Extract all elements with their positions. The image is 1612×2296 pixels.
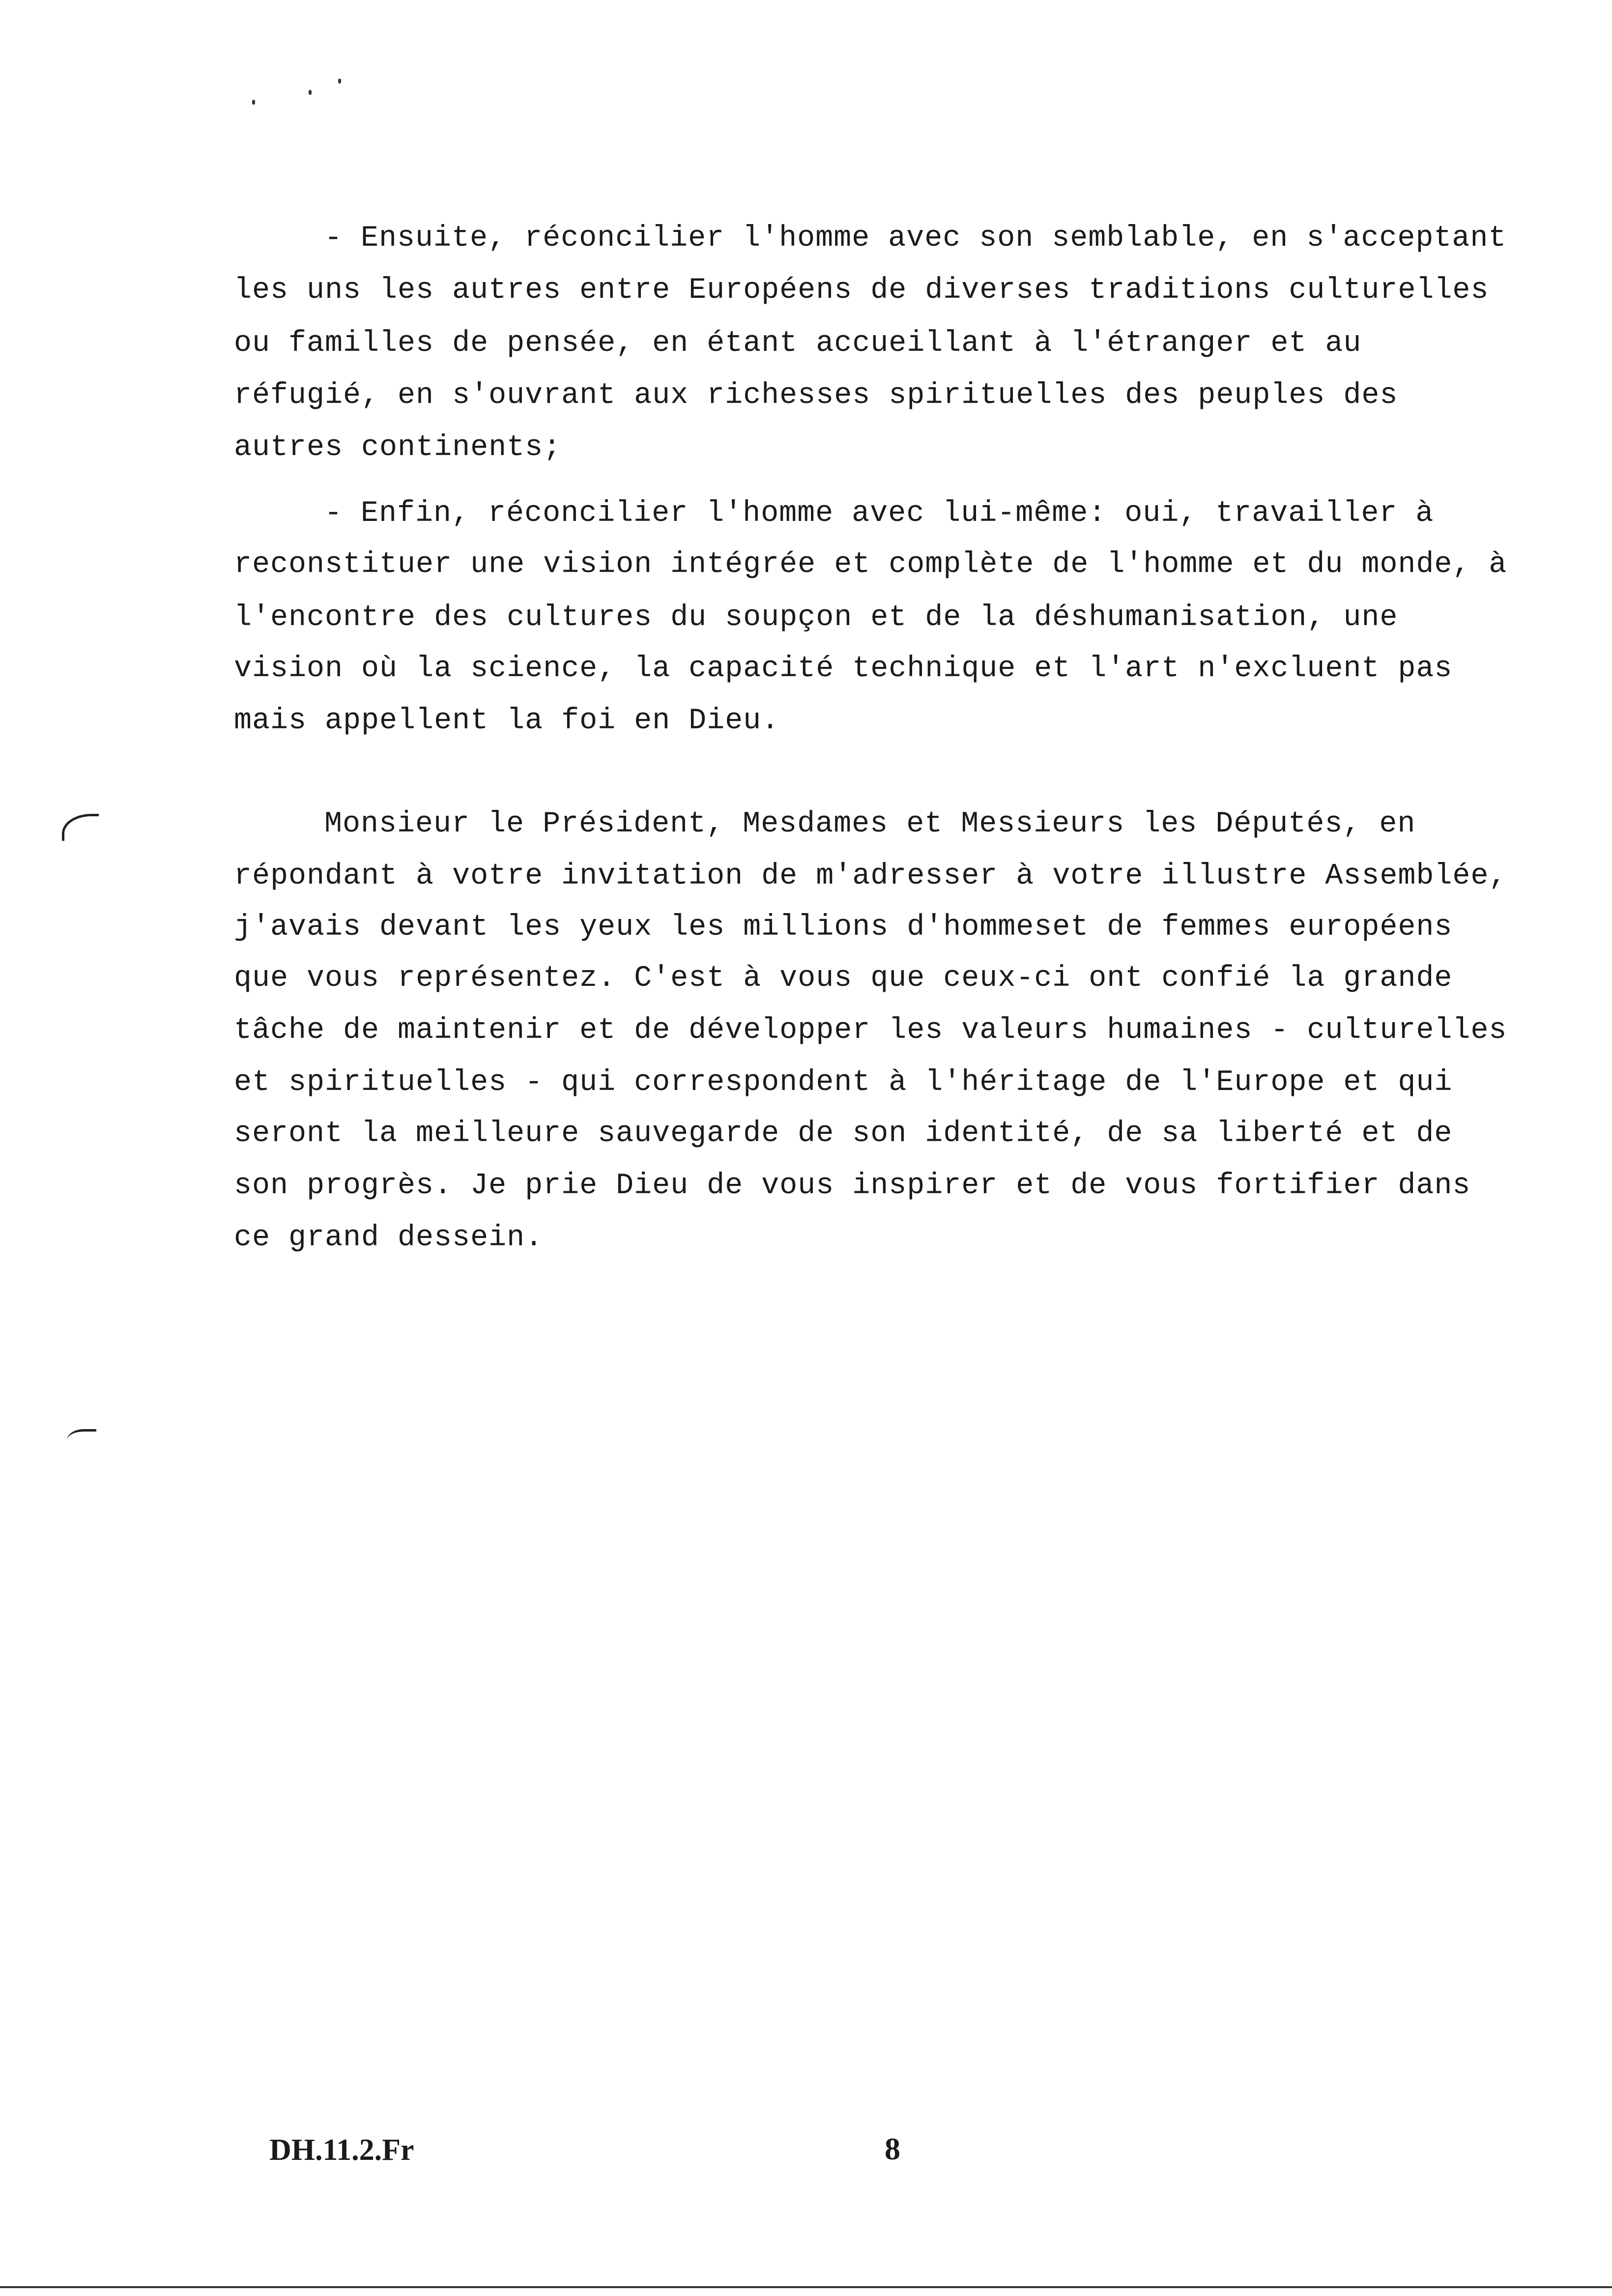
text-line: reconstituer une vision intégrée et complète de l'homme et du monde, à <box>234 548 1507 581</box>
text-line: réfugié, en s'ouvrant aux richesses spirituelles des peuples des <box>234 379 1398 412</box>
margin-bracket-mark <box>67 1429 96 1440</box>
text-line: - Enfin, réconcilier l'homme avec lui-même: oui, travailler à <box>324 497 1434 530</box>
text-line: ce grand dessein. <box>234 1221 544 1255</box>
text-line: l'encontre des cultures du soupçon et de la déshumanisation, une <box>234 601 1398 634</box>
text-line: autres continents; <box>234 431 562 464</box>
text-line: vision où la science, la capacité technique et l'art n'excluent pas <box>234 652 1453 686</box>
document-reference-code: DH.11.2.Fr <box>269 2133 414 2167</box>
text-line: tâche de maintenir et de développer les valeurs humaines - culturelles <box>234 1014 1507 1047</box>
text-line: mais appellent la foi en Dieu. <box>234 704 780 738</box>
text-line: ou familles de pensée, en étant accueillant à l'étranger et au <box>234 327 1362 360</box>
page-number: 8 <box>885 2131 900 2166</box>
page-bottom-edge <box>0 2286 1612 2288</box>
text-line: - Ensuite, réconcilier l'homme avec son semblable, en s'acceptant <box>324 222 1507 255</box>
margin-bracket-mark <box>62 814 99 841</box>
text-line: Monsieur le Président, Mesdames et Messieurs les Députés, en <box>324 807 1416 841</box>
text-line: répondant à votre invitation de m'adresser à votre illustre Assemblée, <box>234 860 1507 893</box>
text-line: son progrès. Je prie Dieu de vous inspirer et de vous fortifier dans <box>234 1169 1471 1203</box>
text-line: seront la meilleure sauvegarde de son identité, de sa liberté et de <box>234 1117 1453 1150</box>
text-line: que vous représentez. C'est à vous que ceux-ci ont confié la grande <box>234 962 1453 995</box>
scan-speck <box>252 100 255 105</box>
text-line: les uns les autres entre Européens de diverses traditions culturelles <box>234 274 1489 307</box>
scan-speck <box>309 90 312 95</box>
text-line: j'avais devant les yeux les millions d'hommeset de femmes européens <box>234 911 1453 944</box>
text-line: et spirituelles - qui correspondent à l'héritage de l'Europe et qui <box>234 1066 1453 1099</box>
scan-speck <box>338 79 341 84</box>
